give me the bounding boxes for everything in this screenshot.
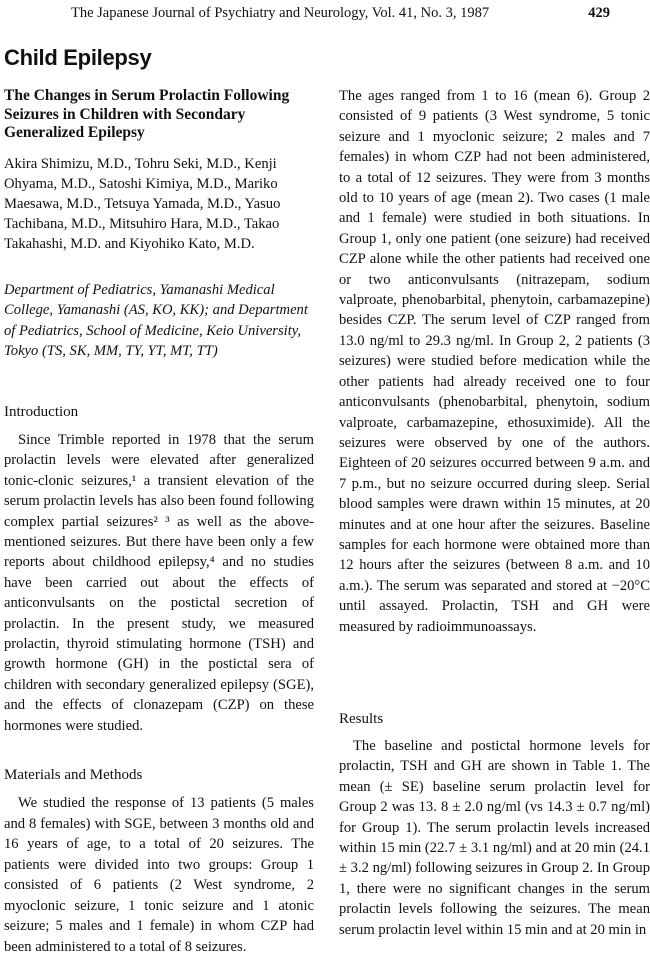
- section-title: Child Epilepsy: [4, 45, 152, 70]
- journal-citation: The Japanese Journal of Psychiatry and Neurology, Vol. 41, No. 3, 1987: [71, 5, 490, 21]
- article-title: The Changes in Serum Prolactin Following Seizures in Children with Secondary Generalized Epilepsy: [4, 87, 290, 141]
- author-list: Akira Shimizu, M.D., Tohru Seki, M.D., Kenji Ohyama, M.D., Satoshi Kimiya, M.D., Mariko Maesawa, M.D., Tetsuya Yamada, M.D., Yasuo Tachibana, M.D., Mitsuhiro Hara, M.D., Takao Takahashi, M.D. and Kiyohiko Kato, M.D.: [4, 156, 281, 252]
- methods-paragraph: We studied the response of 13 patients (5 males and 8 females) with SGE, between 3 months old and 16 years of age, to a total of 20 seizures. The patients were divided into two groups: Group 1 consisted of 6 patients (2 West syndrome, 2 myoclonic seizure, 1 tonic seizure and 1 atonic seizure; 5 males and 1 female) in whom CZP had been administered to a total of 8 seizures.: [4, 795, 314, 955]
- introduction-heading: Introduction: [4, 404, 79, 420]
- results-heading: Results: [339, 711, 384, 727]
- running-header: [0, 3, 650, 23]
- methods-continued-paragraph: The ages ranged from 1 to 16 (mean 6). Group 2 consisted of 9 patients (3 West syndrome, 5 tonic seizure and 1 myoclonic seizure; 2 males and 7 females) in whom CZP had not been administered, to a total of 12 seizures. They were from 3 months old to 10 years of age (mean 2). Two cases (1 male and 1 female) were studied in both situations. In Group 1, only one patient (one seizure) had received CZP alone while the other patients had received one or two anticonvulsants (nitrazepam, sodium valproate, phenobarbital, phenytoin, carbamazepine) besides CZP. The serum level of CZP ranged from 13.0 ng/ml to 29.3 ng/ml. In Group 2, 2 patients (3 seizures) were studied before medication while the other patients had already received one to four anticonvulsants (phenobarbital, phenytoin, sodium valproate, carbamazepine, ethosuximide). All the seizures were observed by one of the authors. Eighteen of 20 seizures occurred between 9 a.m. and 7 p.m., but no seizure occurred during sleep. Serial blood samples were drawn within 15 minutes, at 20 minutes and at one hour after the seizures. Baseline samples for each hormone were obtained more than 12 hours after the seizures (between 8 a.m. and 10 a.m.). The serum was separated and stored at −20°C until assayed. Prolactin, TSH and GH were measured by radioimmunoassays.: [339, 88, 650, 635]
- page-number: 429: [588, 5, 610, 21]
- results-paragraph: The baseline and postictal hormone levels for prolactin, TSH and GH are shown in Table 1. The mean (± SE) baseline serum prolactin level for Group 2 was 13. 8 ± 2.0 ng/ml (vs 14.3 ± 0.7 ng/ml) for Group 1). The serum prolactin levels increased within 15 min (22.7 ± 3.1 ng/ml) and at 20 min (24.1 ± 3.2 ng/ml) following seizures in Group 2. In Group 1, there were no significant changes in the serum prolactin levels following the seizures. The mean serum prolactin level within 15 min and at 20 min in: [339, 738, 650, 938]
- author-affiliation: Department of Pediatrics, Yamanashi Medical College, Yamanashi (AS, KO, KK); and Department of Pediatrics, School of Medicine, Keio University, Tokyo (TS, SK, MM, TY, YT, MT, TT): [4, 282, 308, 359]
- introduction-paragraph: Since Trimble reported in 1978 that the serum prolactin levels were elevated after generalized tonic-clonic seizures,¹ a transient elevation of the serum prolactin levels has also been found following complex partial seizures² ³ as well as the above-mentioned seizures. But there have been only a few reports about childhood epilepsy,⁴ and no studies have been carried out about the effects of anticonvulsants on the postictal secretion of prolactin. In the present study, we measured prolactin, thyroid stimulating hormone (TSH) and growth hormone (GH) in the postictal sera of children with secondary generalized epilepsy (SGE), and the effects of clonazepam (CZP) on these hormones were studied.: [4, 432, 314, 734]
- methods-heading: Materials and Methods: [4, 767, 143, 783]
